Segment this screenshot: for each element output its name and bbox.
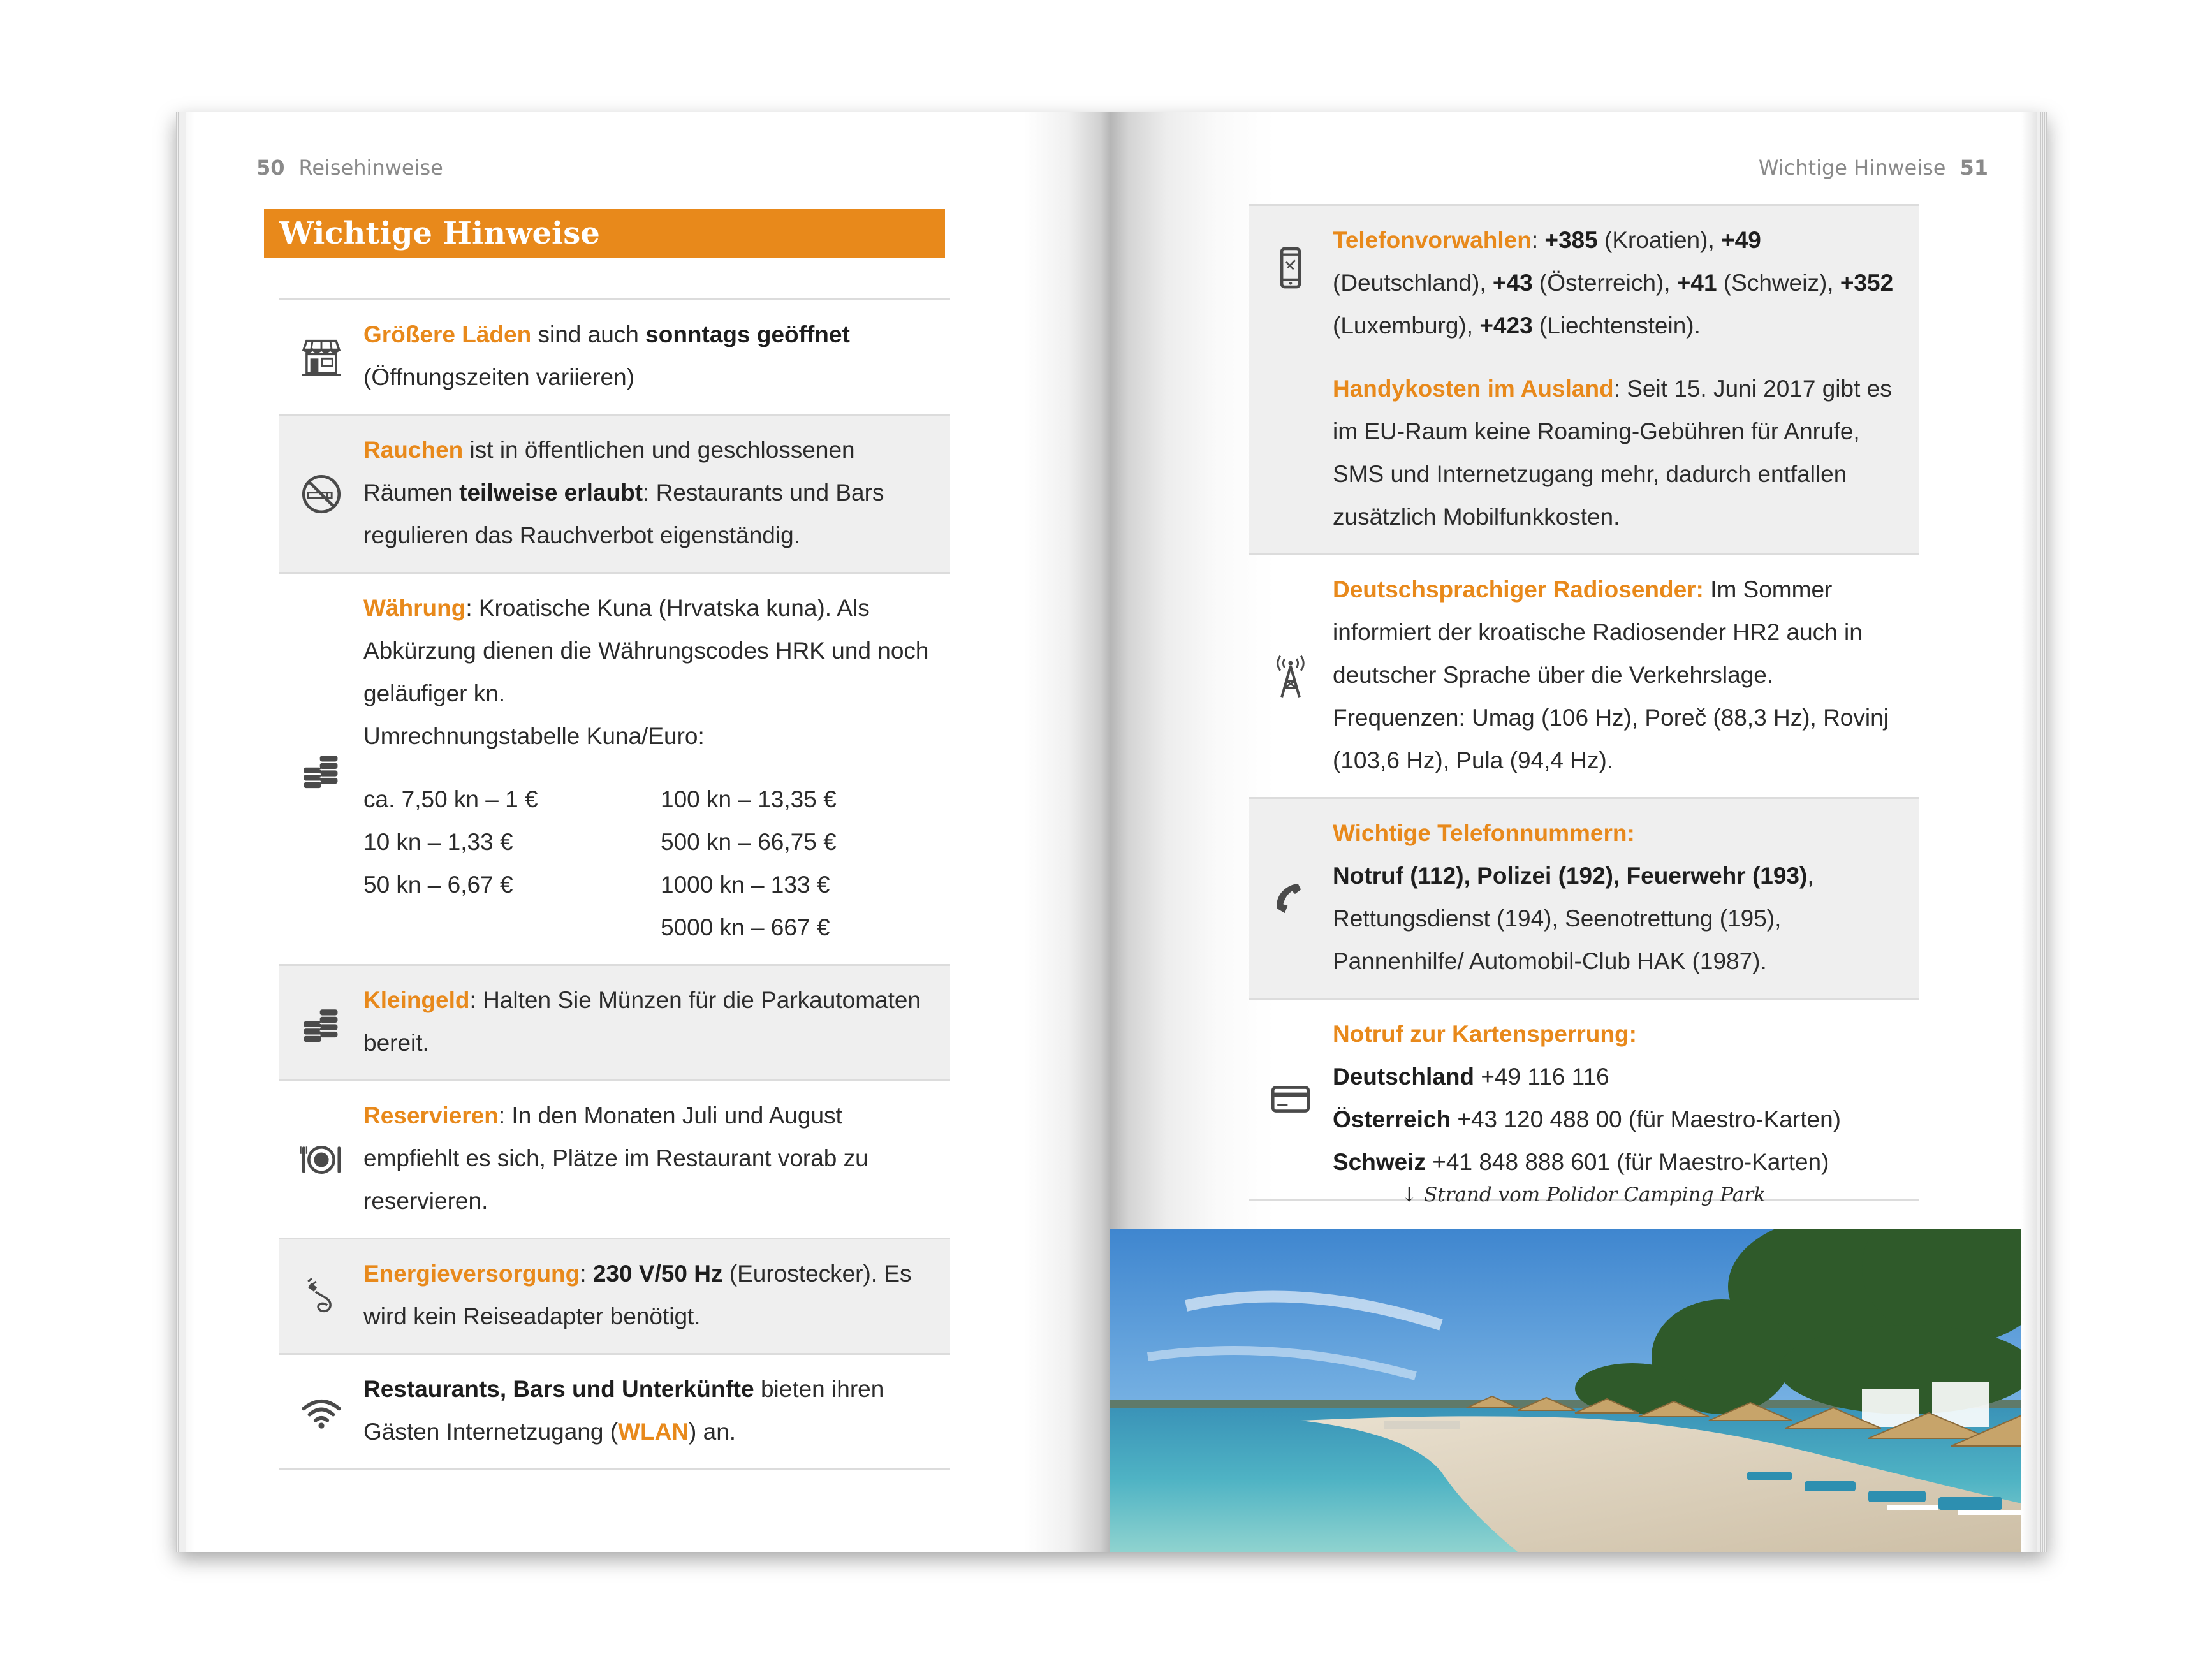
tips-list-right: [1249, 204, 1919, 1201]
running-head-right: [1759, 156, 1988, 180]
beach-photo: [1110, 1229, 2021, 1552]
phone-handset-icon: [1267, 875, 1314, 922]
plate-cutlery-icon: [298, 1136, 345, 1183]
tip-text-reservations: Reservieren: In den Monaten Juli und August empfiehlt es sich, Plätze im Restaurant vorab zu reservieren.: [363, 1102, 868, 1214]
coins-icon: [298, 999, 345, 1046]
conversion-entry: 500 kn – 66,75 €: [661, 829, 837, 855]
roaming-paragraph: Handykosten im Ausland: Seit 15. Juni 2017 gibt es im EU-Raum keine Roaming-Gebühren für Anrufe, SMS und Internetzugang mehr, dadurch entfallen zusätzlich Mobilfunkkosten.: [1333, 376, 1892, 530]
tip-row-shops: [279, 300, 950, 416]
tip-row-cards: [1249, 1000, 1919, 1201]
tip-text-power: Energieversorgung: 230 V/50 Hz (Eurostecker). Es wird kein Reiseadapter benötigt.: [363, 1261, 912, 1329]
tip-text-smoking: Rauchen ist in öffentlichen und geschlossenen Räumen teilweise erlaubt: Restaurants und Bars regulieren das Rauchverbot eigenständig.: [363, 437, 884, 548]
tip-row-emergency: [1249, 799, 1919, 1000]
section-name-left: Reisehinweise: [298, 156, 443, 180]
running-head-left: [256, 156, 443, 180]
tip-row-smoking: [279, 416, 950, 574]
tip-row-currency: [279, 574, 950, 966]
section-title: Wichtige Hinweise: [264, 209, 945, 258]
tip-row-wifi: [279, 1355, 950, 1470]
conversion-table: [363, 778, 958, 949]
tip-text-shops: Größere Läden sind auch sonntags geöffnet (Öffnungszeiten variieren): [363, 321, 850, 390]
page-number-left: 50: [256, 156, 285, 180]
page-edges-right: [2037, 112, 2047, 1552]
right-page: [1110, 112, 2047, 1552]
conversion-col-right: [661, 778, 958, 949]
tip-row-radio: [1249, 555, 1919, 799]
left-page: [176, 112, 1110, 1552]
tip-row-reservations: [279, 1081, 950, 1239]
page-edges-left: [176, 112, 186, 1552]
coins-icon: [298, 745, 345, 793]
mobile-phone-icon: [1267, 244, 1314, 291]
tips-list-left: [279, 298, 950, 1470]
conversion-entry: 10 kn – 1,33 €: [363, 829, 513, 855]
open-book: [176, 112, 2047, 1552]
tip-text-change: Kleingeld: Halten Sie Münzen für die Parkautomaten bereit.: [363, 987, 921, 1056]
tip-row-power: [279, 1239, 950, 1355]
tip-text-wifi: Restaurants, Bars und Unterkünfte bieten ihren Gästen Internetzugang (WLAN) an.: [363, 1376, 884, 1445]
tip-row-phone: [1249, 206, 1919, 555]
radio-tower-icon: [1267, 653, 1314, 700]
credit-card-icon: [1267, 1076, 1314, 1123]
wifi-icon: [298, 1388, 345, 1435]
power-plug-icon: [298, 1273, 345, 1320]
tip-text-radio: Deutschsprachiger Radiosender: Im Sommer informiert der kroatische Radiosender HR2 auch in deutscher Sprache über die Verkehrslage. Frequenzen: Umag (106 Hz), Poreč (88,3 Hz), Rovinj (103,6 Hz), Pula (94,4 Hz).: [1333, 576, 1889, 773]
phone-codes-paragraph: Telefonvorwahlen: +385 (Kroatien), +49 (Deutschland), +43 (Österreich), +41 (Schweiz), +352 (Luxemburg), +423 (Liechtenstein).: [1333, 227, 1894, 339]
section-name-right: Wichtige Hinweise: [1758, 156, 1946, 180]
tip-row-change: [279, 966, 950, 1081]
tip-text-cards: Notruf zur Kartensperrung: Deutschland +49 116 116 Österreich +43 120 488 00 (für Maestro-Karten) Schweiz +41 848 888 601 (für Maestro-Karten): [1333, 1021, 1841, 1175]
conversion-entry: 100 kn – 13,35 €: [661, 786, 837, 812]
conversion-entry: 50 kn – 6,67 €: [363, 872, 513, 898]
tip-text-currency: Währung: Kroatische Kuna (Hrvatska kuna). Als Abkürzung dienen die Währungscodes HRK und noch geläufiger kn. Umrechnungstabelle Kuna/Euro: ca. 7,50 kn – 1 € 10 kn – 1,33 € 50 kn – 6,67 € 100 kn – 13,35 € 500 kn – 66,75 € 1000 kn – 133 € 5000 kn – 667 €: [363, 574, 968, 964]
conversion-entry: 1000 kn – 133 €: [661, 872, 830, 898]
conversion-entry: 5000 kn – 667 €: [661, 914, 830, 940]
shop-icon: [298, 333, 345, 381]
conversion-entry: ca. 7,50 kn – 1 €: [363, 786, 538, 812]
conversion-col-left: [363, 778, 661, 949]
photo-caption: ↓ Strand vom Polidor Camping Park: [1401, 1183, 1766, 1206]
tip-text-phone: [1333, 206, 1919, 553]
no-smoking-icon: [298, 471, 345, 518]
page-number-right: 51: [1959, 156, 1988, 180]
tip-text-emergency: Wichtige Telefonnummern: Notruf (112), Polizei (192), Feuerwehr (193), Rettungsdienst (194), Seenotrettung (195), Pannenhilfe/ Automobil-Club HAK (1987).: [1333, 820, 1814, 974]
